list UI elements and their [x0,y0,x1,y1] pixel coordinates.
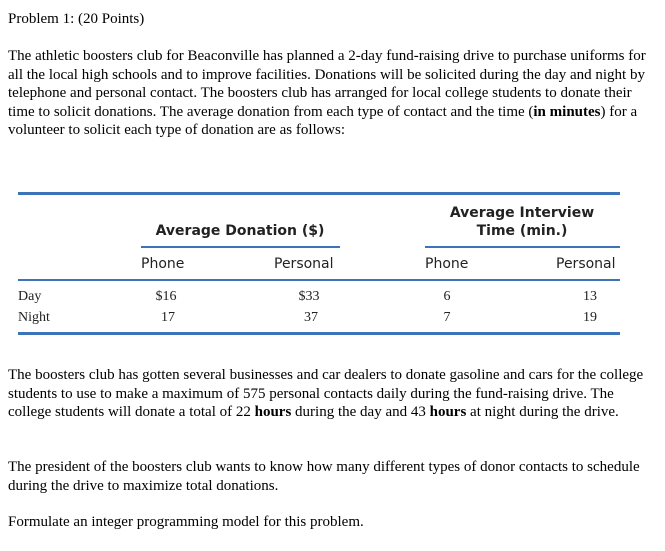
cell-donation-phone: 17 [161,310,175,325]
para2-bold-hours-2: hours [429,404,467,421]
subheader-donation-phone: Phone [141,256,185,272]
group-rule-time [425,246,620,248]
cell-time-personal: 19 [583,310,597,325]
group-header-donation: Average Donation ($) [155,223,325,239]
cell-time-personal: 13 [583,289,597,304]
row-label: Day [18,289,42,304]
table-bottom-rule [18,332,620,335]
intro-paragraph [8,47,648,140]
row-label: Night [18,310,50,325]
para2-bold-hours-1: hours [254,404,292,421]
para2-text-3: at night during the drive. [466,404,619,421]
table-top-rule [18,192,620,195]
group-header-time [422,204,622,240]
task-paragraph: Formulate an integer programming model for this problem. [8,514,364,530]
constraints-paragraph [8,366,648,422]
group-rule-donation [141,246,340,248]
intro-text-1: The athletic boosters club for Beaconville has planned a 2-day fund-raising drive to purchase uniforms for all the local high schools and to improve facilities. Donations will be solicited during the day and night by telephone and personal contact. The boosters club has arranged for local college students to donate their time to solicit donations. The average donation from each type of contact and the time ( [8,48,646,120]
intro-text-2: ) for a volunteer to solicit each type of donation are as follows: [8,103,638,139]
cell-donation-personal: 37 [304,310,318,325]
problem-title: Problem 1: (20 Points) [8,11,145,27]
header-bottom-rule [18,279,620,281]
subheader-donation-personal: Personal [274,256,334,272]
subheader-time-personal: Personal [556,256,616,272]
group-header-time-line1: Average Interview [449,205,595,221]
cell-time-phone: 7 [443,310,451,325]
group-header-time-line2: Time (min.) [476,223,568,239]
objective-paragraph: The president of the boosters club wants to know how many different types of donor contacts to schedule during the drive to maximize total donations. [8,459,640,494]
cell-donation-personal: $33 [298,289,320,304]
cell-time-phone: 6 [443,289,451,304]
para2-text-1: The boosters club has gotten several businesses and car dealers to donate gasoline and cars for the college students to use to make a maximum of 575 personal contacts daily during the fund-raising drive. The college students will donate a total of 22 [8,367,644,421]
subheader-time-phone: Phone [425,256,469,272]
intro-bold-minutes: in minutes [533,103,601,120]
para2-text-2: during the day and 43 [291,404,430,421]
cell-donation-phone: $16 [155,289,177,304]
